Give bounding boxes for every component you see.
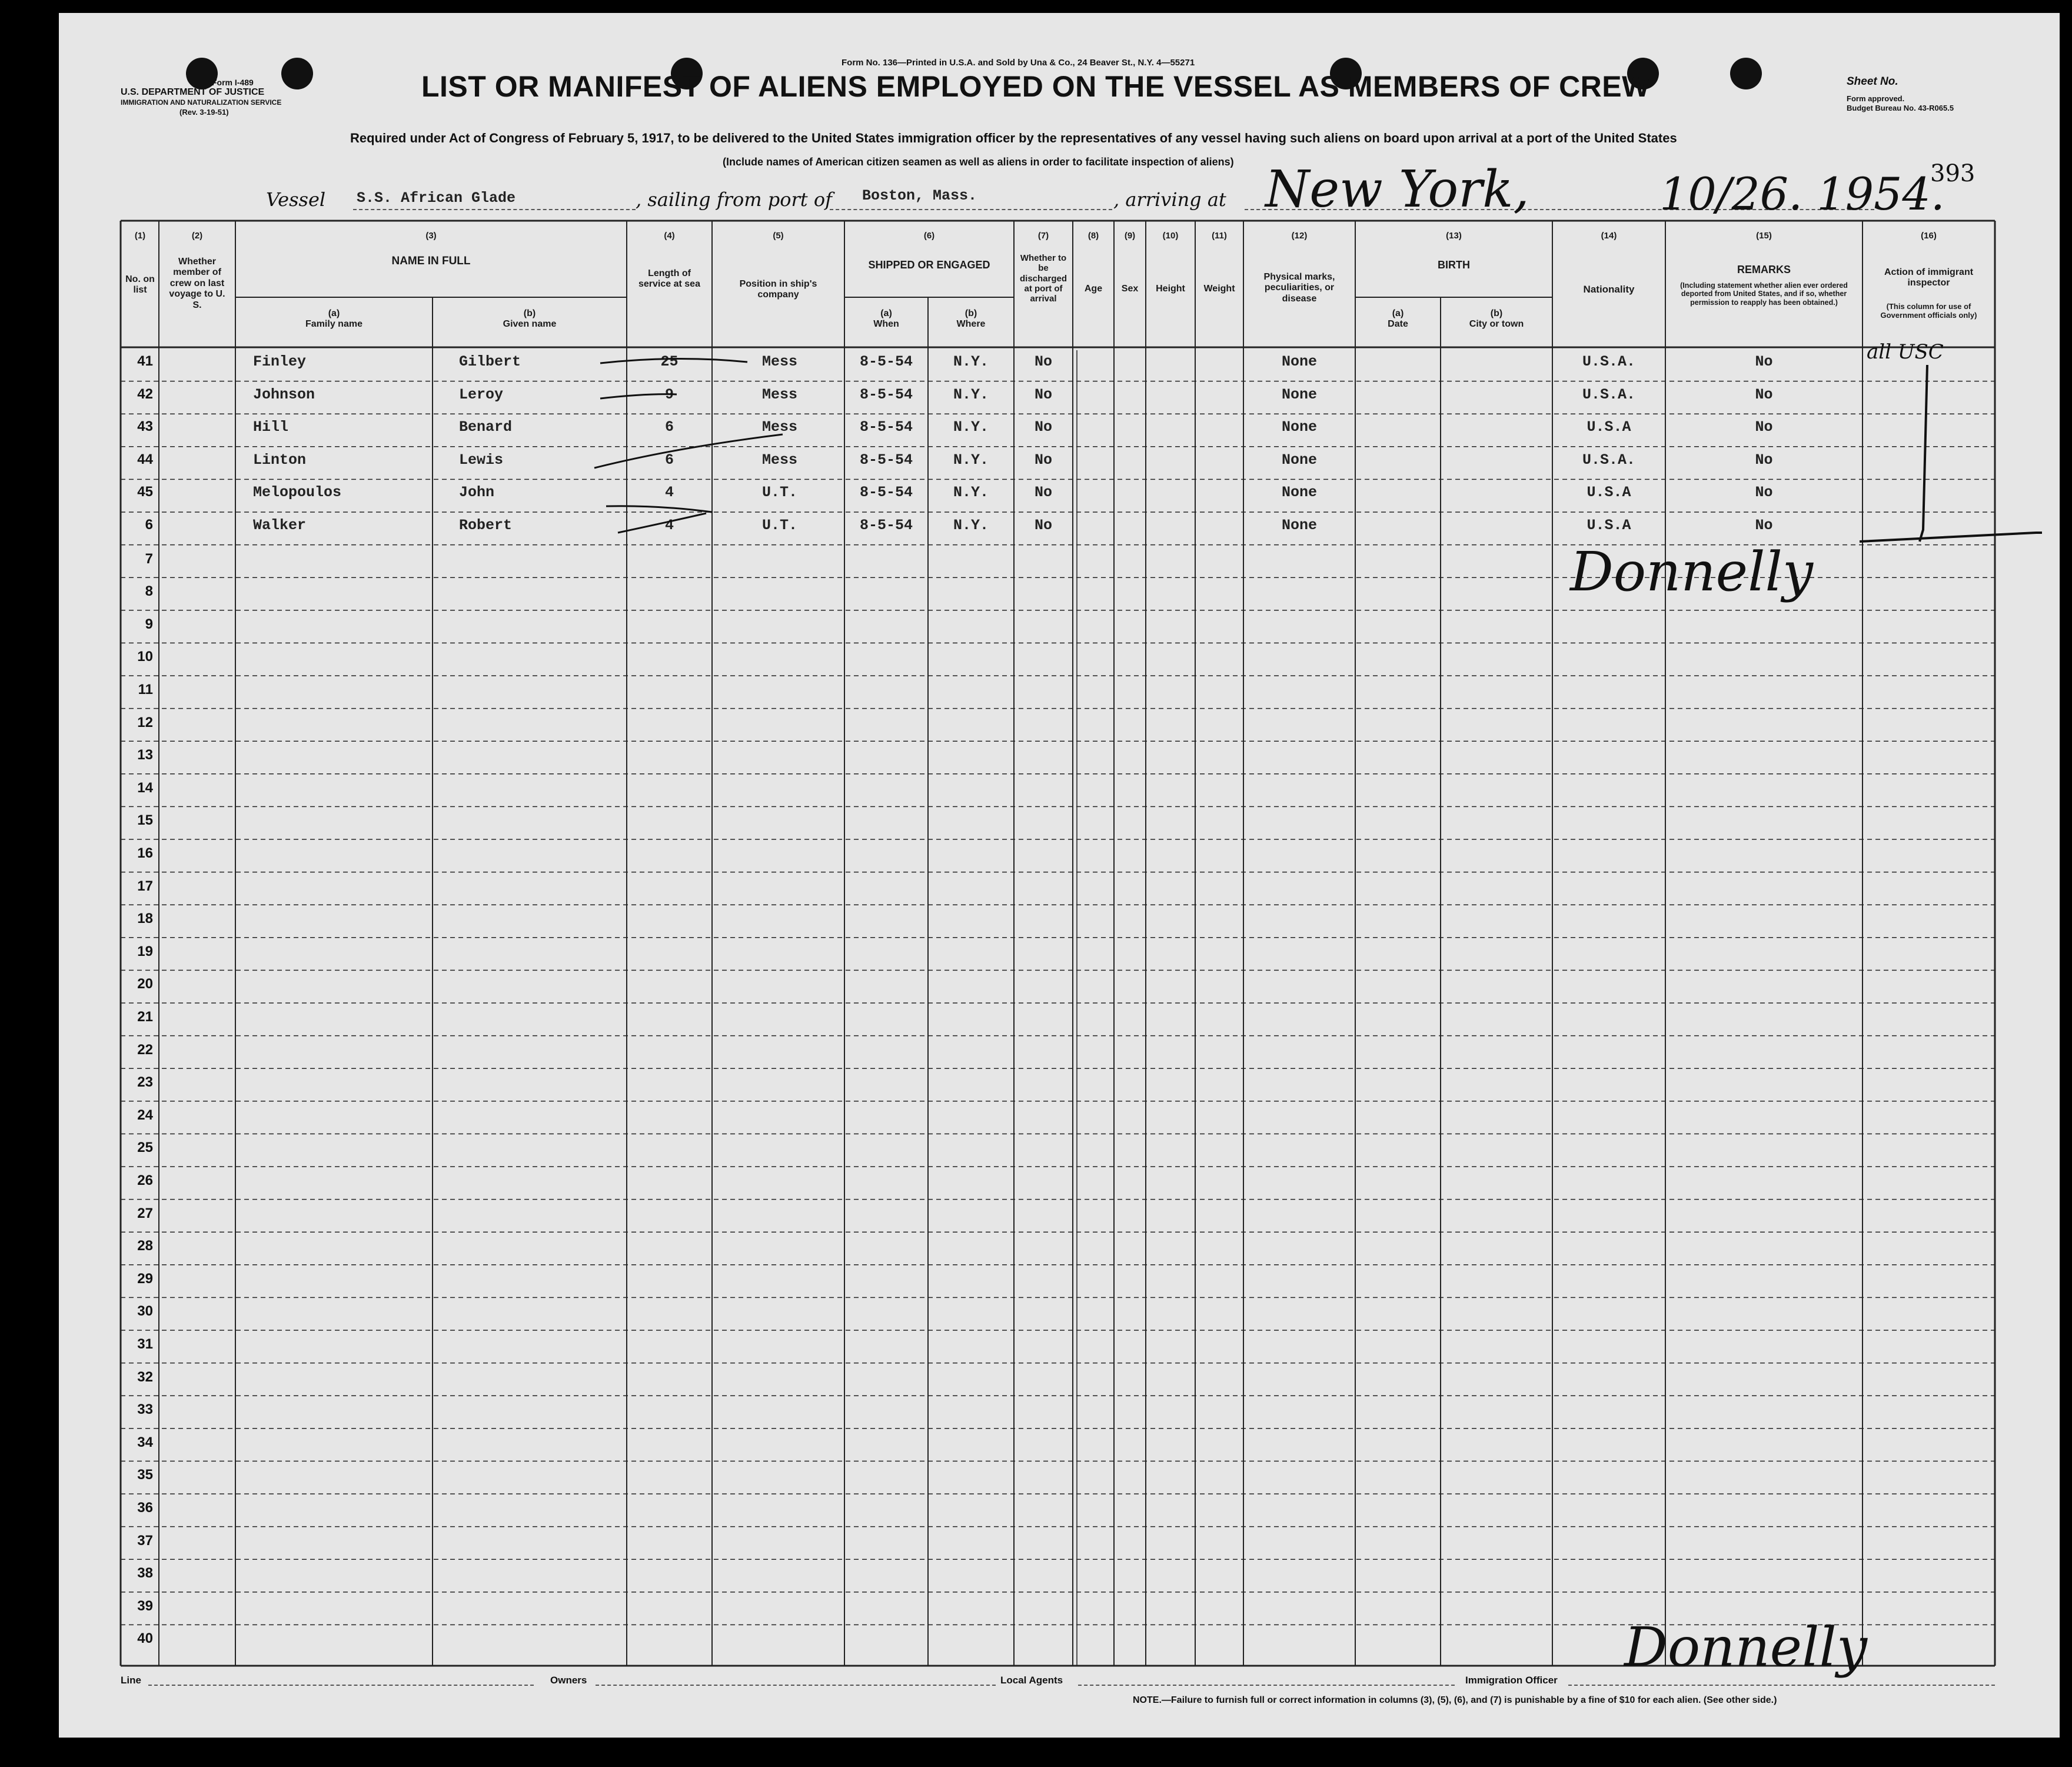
row-number: 19 — [137, 943, 153, 959]
row-number: 8 — [145, 583, 153, 600]
col13-header: BIRTH — [1438, 259, 1470, 271]
inspector-mark: all USC — [1867, 340, 1944, 364]
row-no: 6 — [145, 517, 153, 533]
row-given: Robert — [459, 517, 513, 534]
department: U.S. DEPARTMENT OF JUSTICE — [121, 87, 265, 97]
row-number: 7 — [145, 550, 153, 567]
row-service: 6 — [664, 451, 674, 469]
row-family: Linton — [253, 451, 307, 469]
col4-number: (4) — [664, 231, 675, 241]
row-remarks: No — [1755, 451, 1773, 469]
col10-number: (10) — [1162, 231, 1179, 241]
row-where: N.Y. — [953, 418, 989, 436]
row-number: 16 — [137, 845, 153, 861]
col7-header: Whether to be discharged at port of arrival — [1019, 253, 1067, 304]
row-number: 9 — [145, 616, 153, 632]
row-discharge: No — [1034, 517, 1052, 534]
row-family: Johnson — [253, 386, 315, 403]
col11-number: (11) — [1212, 231, 1227, 241]
row-number: 34 — [137, 1434, 153, 1450]
arrival-date: 10/26. 1954. — [1659, 168, 1945, 220]
row-when: 8-5-54 — [859, 353, 913, 370]
col13a-header: (a) Date — [1388, 308, 1408, 330]
row-discharge: No — [1034, 386, 1052, 403]
col10-header: Height — [1156, 284, 1185, 294]
row-number: 10 — [137, 649, 153, 665]
form-number: Form No. 136—Printed in U.S.A. and Sold by Una & Co., 24 Beaver St., N.Y. 4—55271 — [842, 58, 1195, 68]
col14-header: Nationality — [1583, 284, 1635, 295]
row-number: 26 — [137, 1173, 153, 1188]
row-family: Melopoulos — [253, 484, 342, 501]
col13-number: (13) — [1446, 231, 1462, 241]
col16-number: (16) — [1921, 231, 1937, 241]
row-number: 14 — [137, 779, 153, 796]
col6-number: (6) — [923, 231, 935, 241]
footer-owners-label: Owners — [550, 1675, 587, 1686]
col8-header: Age — [1084, 284, 1103, 294]
col1-number: (1) — [134, 231, 146, 241]
revision: (Rev. 3-19-51) — [179, 108, 229, 117]
page-number: 393 — [1930, 160, 1975, 187]
page-title: LIST OR MANIFEST OF ALIENS EMPLOYED ON THE VESSEL AS MEMBERS OF CREW — [421, 70, 1650, 103]
col9-header: Sex — [1121, 284, 1139, 294]
row-number: 36 — [137, 1500, 153, 1516]
col1-header: No. on list — [125, 274, 155, 295]
row-number: 37 — [137, 1532, 153, 1549]
row-number: 28 — [137, 1238, 153, 1254]
row-service: 25 — [660, 353, 679, 370]
row-position: Mess — [761, 353, 797, 370]
arriving-label: , arriving at — [1113, 188, 1226, 211]
row-where: N.Y. — [953, 386, 989, 403]
col16-header: Action of immigrant inspector — [1884, 267, 1974, 288]
col11-header: Weight — [1203, 284, 1235, 294]
row-nationality: U.S.A — [1587, 484, 1631, 501]
row-number: 30 — [137, 1303, 153, 1320]
footer-agents-field — [1078, 1685, 1455, 1686]
row-number: 13 — [137, 747, 153, 763]
row-service: 9 — [664, 386, 674, 403]
row-discharge: No — [1034, 353, 1052, 370]
row-nationality: U.S.A — [1587, 418, 1631, 436]
row-number: 15 — [137, 812, 153, 829]
row-given: Lewis — [459, 451, 504, 469]
row-given: Gilbert — [459, 353, 521, 370]
row-where: N.Y. — [953, 484, 989, 501]
sheet-label: Sheet No. — [1847, 75, 1898, 88]
row-given: John — [459, 484, 495, 501]
row-no: 44 — [137, 451, 153, 467]
row-service: 4 — [664, 517, 674, 534]
row-position: Mess — [761, 451, 797, 469]
row-discharge: No — [1034, 418, 1052, 436]
row-number: 38 — [137, 1565, 153, 1582]
subtitle-note: (Include names of American citizen seamen as well as aliens in order to facilitate inspection of aliens) — [723, 156, 1234, 168]
footer-line-label: Line — [121, 1675, 141, 1686]
row-remarks: No — [1755, 484, 1773, 501]
row-family: Hill — [253, 418, 289, 436]
row-number: 40 — [137, 1630, 153, 1647]
col14-number: (14) — [1601, 231, 1617, 241]
row-position: U.T. — [761, 484, 797, 501]
col15-number: (15) — [1756, 231, 1772, 241]
row-number: 23 — [137, 1074, 153, 1091]
row-no: 45 — [137, 484, 153, 500]
row-number: 39 — [137, 1597, 153, 1614]
col5-header: Position in ship's company — [739, 279, 817, 300]
col16-note: (This column for use of Government officials only) — [1880, 302, 1977, 320]
col12-header: Physical marks, peculiarities, or disease — [1263, 272, 1335, 304]
col6-header: SHIPPED OR ENGAGED — [868, 259, 990, 271]
row-number: 21 — [137, 1009, 153, 1025]
row-remarks: No — [1755, 353, 1773, 370]
col3-number: (3) — [425, 231, 437, 241]
footer-officer-label: Immigration Officer — [1465, 1675, 1558, 1686]
col13b-header: (b) City or town — [1469, 308, 1524, 330]
row-where: N.Y. — [953, 517, 989, 534]
col15-note: (Including statement whether alien ever ordered deported from United States, and if so, whether permission to reapply has been obtained.) — [1680, 281, 1848, 307]
row-number: 24 — [137, 1107, 153, 1123]
row-discharge: No — [1034, 484, 1052, 501]
col2-number: (2) — [191, 231, 203, 241]
row-number: 35 — [137, 1467, 153, 1483]
subtitle: Required under Act of Congress of February 5, 1917, to be delivered to the United States immigration officer by the representatives of any vessel having such aliens on board upon arrival at a port of the United States — [350, 131, 1677, 145]
col8-number: (8) — [1087, 231, 1099, 241]
row-remarks: No — [1755, 386, 1773, 403]
row-no: 43 — [137, 418, 153, 435]
row-number: 29 — [137, 1270, 153, 1287]
row-service: 4 — [664, 484, 674, 501]
row-nationality: U.S.A — [1587, 517, 1631, 534]
row-when: 8-5-54 — [859, 386, 913, 403]
row-number: 32 — [137, 1369, 153, 1385]
row-marks: None — [1281, 451, 1317, 469]
col3a-header: (a) Family name — [305, 308, 362, 330]
row-number: 18 — [137, 911, 153, 927]
row-when: 8-5-54 — [859, 517, 913, 534]
footer-note: NOTE.—Failure to furnish full or correct information in columns (3), (5), (6), and (7) is punishable by a fine of $10 for each alien. (See other side.) — [1133, 1695, 1777, 1705]
row-no: 42 — [137, 386, 153, 402]
col15-header: REMARKS — [1737, 264, 1791, 275]
vessel-value: S.S. African Glade — [357, 190, 516, 207]
signature-lower: Donnelly — [1624, 1616, 1867, 1679]
budget-number: Budget Bureau No. 43-R065.5 — [1847, 104, 1954, 112]
row-marks: None — [1281, 353, 1317, 370]
signature-upper: Donnelly — [1570, 540, 1813, 603]
row-given: Leroy — [459, 386, 504, 403]
row-where: N.Y. — [953, 353, 989, 370]
row-number: 31 — [137, 1336, 153, 1352]
row-number: 12 — [137, 714, 153, 730]
row-service: 6 — [664, 418, 674, 436]
row-where: N.Y. — [953, 451, 989, 469]
col3b-header: (b) Given name — [503, 308, 557, 330]
row-position: Mess — [761, 418, 797, 436]
col5-number: (5) — [773, 231, 784, 241]
row-number: 11 — [138, 682, 153, 698]
row-position: Mess — [761, 386, 797, 403]
row-number: 17 — [137, 878, 153, 894]
form-id: Form I-489 — [212, 78, 254, 87]
row-position: U.T. — [761, 517, 797, 534]
row-discharge: No — [1034, 451, 1052, 469]
sailing-value: Boston, Mass. — [862, 187, 977, 204]
row-no: 41 — [137, 353, 153, 369]
arriving-value: New York, — [1265, 160, 1529, 219]
service: IMMIGRATION AND NATURALIZATION SERVICE — [121, 98, 282, 107]
row-number: 20 — [137, 976, 153, 992]
footer-agents-label: Local Agents — [1000, 1675, 1063, 1686]
col7-number: (7) — [1037, 231, 1049, 241]
row-number: 33 — [137, 1401, 153, 1418]
sailing-label: , sailing from port of — [636, 188, 832, 211]
row-family: Finley — [253, 353, 307, 370]
row-marks: None — [1281, 484, 1317, 501]
row-marks: None — [1281, 418, 1317, 436]
row-marks: None — [1281, 386, 1317, 403]
row-number: 27 — [137, 1205, 153, 1221]
row-number: 22 — [137, 1041, 153, 1058]
row-number: 25 — [137, 1140, 153, 1156]
col9-number: (9) — [1124, 231, 1136, 241]
row-when: 8-5-54 — [859, 418, 913, 436]
footer-officer-field — [1568, 1685, 1995, 1686]
row-when: 8-5-54 — [859, 484, 913, 501]
row-nationality: U.S.A. — [1582, 353, 1635, 370]
row-family: Walker — [253, 517, 307, 534]
vessel-label: Vessel — [266, 188, 326, 211]
row-marks: None — [1281, 517, 1317, 534]
row-remarks: No — [1755, 517, 1773, 534]
footer-owners-field — [596, 1685, 996, 1686]
col3-header: NAME IN FULL — [391, 255, 471, 267]
row-nationality: U.S.A. — [1582, 451, 1635, 469]
form-approved: Form approved. — [1847, 94, 1905, 103]
row-when: 8-5-54 — [859, 451, 913, 469]
col2-header: Whether member of crew on last voyage to U. S. — [169, 257, 225, 310]
row-given: Benard — [459, 418, 513, 436]
col4-header: Length of service at sea — [638, 268, 700, 290]
col6a-header: (a) When — [873, 308, 899, 330]
col6b-header: (b) Where — [956, 308, 986, 330]
row-nationality: U.S.A. — [1582, 386, 1635, 403]
row-remarks: No — [1755, 418, 1773, 436]
col12-number: (12) — [1291, 231, 1308, 241]
footer-line-field — [148, 1685, 534, 1686]
